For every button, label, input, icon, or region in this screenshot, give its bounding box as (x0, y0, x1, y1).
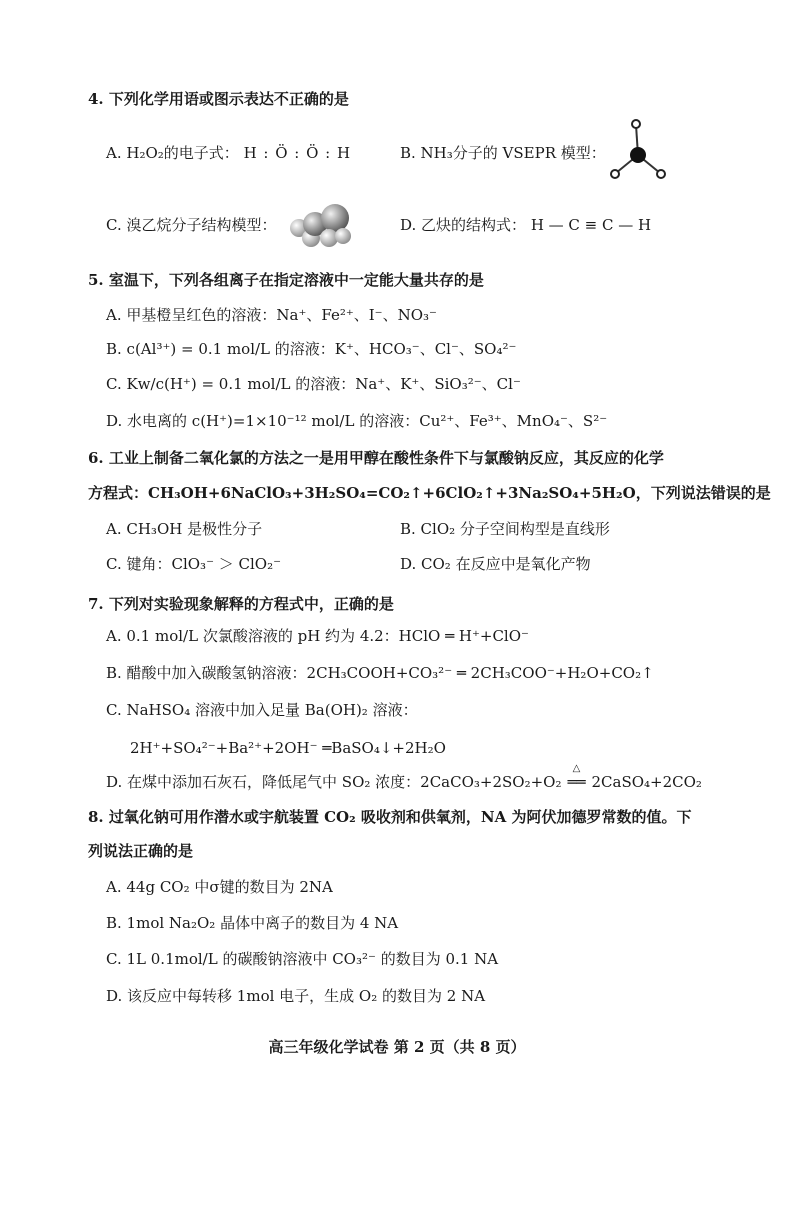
acetylene-structural-formula: H — C ≡ C — H (530, 216, 652, 234)
q8-option-a: A. 44g CO₂ 中σ键的数目为 2NA (106, 878, 333, 896)
q7-option-b: B. 醋酸中加入碳酸氢钠溶液：2CH₃COOH+CO₃²⁻ ═ 2CH₃COO⁻+H₂O+CO₂↑ (106, 664, 654, 682)
heat-condition-mark: △ (572, 763, 581, 774)
q8-stem-line2: 列说法正确的是 (88, 842, 194, 860)
q5-stem: 5. 室温下，下列各组离子在指定溶液中一定能大量共存的是 (88, 271, 484, 289)
h2o2-electron-formula: H : Ö : Ö : H (243, 144, 352, 162)
q7-option-c: C. NaHSO₄ 溶液中加入足量 Ba(OH)₂ 溶液： (106, 701, 418, 719)
q4-option-b: B. NH₃分子的 VSEPR 模型： (400, 144, 606, 162)
q7-stem: 7. 下列对实验现象解释的方程式中，正确的是 (88, 595, 394, 613)
q4-option-a-text: A. H₂O₂的电子式： (106, 144, 239, 162)
q4-option-a (106, 142, 351, 164)
q7-option-d (106, 763, 702, 793)
q7-option-a: A. 0.1 mol/L 次氯酸溶液的 pH 约为 4.2：HClO ═ H⁺+ClO⁻ (106, 627, 529, 645)
q5-option-c: C. Kw/c(H⁺) = 0.1 mol/L 的溶液：Na⁺、K⁺、SiO₃²⁻、Cl⁻ (106, 375, 521, 393)
nh3-vsepr-model-icon (600, 115, 670, 185)
equals-mark: ══ (567, 773, 586, 791)
q4-option-d-text: D. 乙炔的结构式： (400, 216, 527, 234)
q5-option-b: B. c(Al³⁺) = 0.1 mol/L 的溶液：K⁺、HCO₃⁻、Cl⁻、SO₄²⁻ (106, 340, 517, 358)
q8-option-b: B. 1mol Na₂O₂ 晶体中离子的数目为 4 NA (106, 914, 399, 932)
q5-option-a: A. 甲基橙呈红色的溶液：Na⁺、Fe²⁺、I⁻、NO₃⁻ (106, 306, 437, 324)
q7-option-d-text: D. 在煤中添加石灰石，降低尾气中 SO₂ 浓度：2CaCO₃+2SO₂+O₂ (106, 773, 562, 791)
q6-stem-line1: 6. 工业上制备二氧化氯的方法之一是用甲醇在酸性条件下与氯酸钠反应，其反应的化学 (88, 449, 664, 467)
q4-option-c: C. 溴乙烷分子结构模型： (106, 216, 277, 234)
q8-stem-line1: 8. 过氧化钠可用作潜水或宇航装置 CO₂ 吸收剂和供氧剂，NA 为阿伏加德罗常数的值。下 (88, 808, 692, 826)
q8-option-c: C. 1L 0.1mol/L 的碳酸钠溶液中 CO₃²⁻ 的数目为 0.1 NA (106, 950, 499, 968)
q7-option-d-products: 2CaSO₄+2CO₂ (591, 773, 702, 791)
q6-option-d: D. CO₂ 在反应中是氧化产物 (400, 555, 591, 573)
q4-stem: 4. 下列化学用语或图示表达不正确的是 (88, 90, 349, 108)
heat-condition-equals (561, 763, 591, 793)
q6-stem-line2: 方程式：CH₃OH+6NaClO₃+3H₂SO₄=CO₂↑+6ClO₂↑+3Na₂SO₄+5H₂O，下列说法错误的是 (88, 484, 771, 502)
page-footer: 高三年级化学试卷 第 2 页（共 8 页） (268, 1038, 526, 1056)
q6-option-a: A. CH₃OH 是极性分子 (106, 520, 263, 538)
q6-option-c: C. 键角：ClO₃⁻ ＞ ClO₂⁻ (106, 555, 282, 573)
bromoethane-model-icon (285, 200, 360, 250)
q8-option-d: D. 该反应中每转移 1mol 电子，生成 O₂ 的数目为 2 NA (106, 987, 486, 1005)
q4-option-d (400, 214, 651, 236)
q7-option-c-equation: 2H⁺+SO₄²⁻+Ba²⁺+2OH⁻ ═BaSO₄↓+2H₂O (130, 739, 446, 757)
q6-option-b: B. ClO₂ 分子空间构型是直线形 (400, 520, 610, 538)
q5-option-d: D. 水电离的 c(H⁺)=1×10⁻¹² mol/L 的溶液：Cu²⁺、Fe³⁺、MnO₄⁻、S²⁻ (106, 412, 608, 430)
